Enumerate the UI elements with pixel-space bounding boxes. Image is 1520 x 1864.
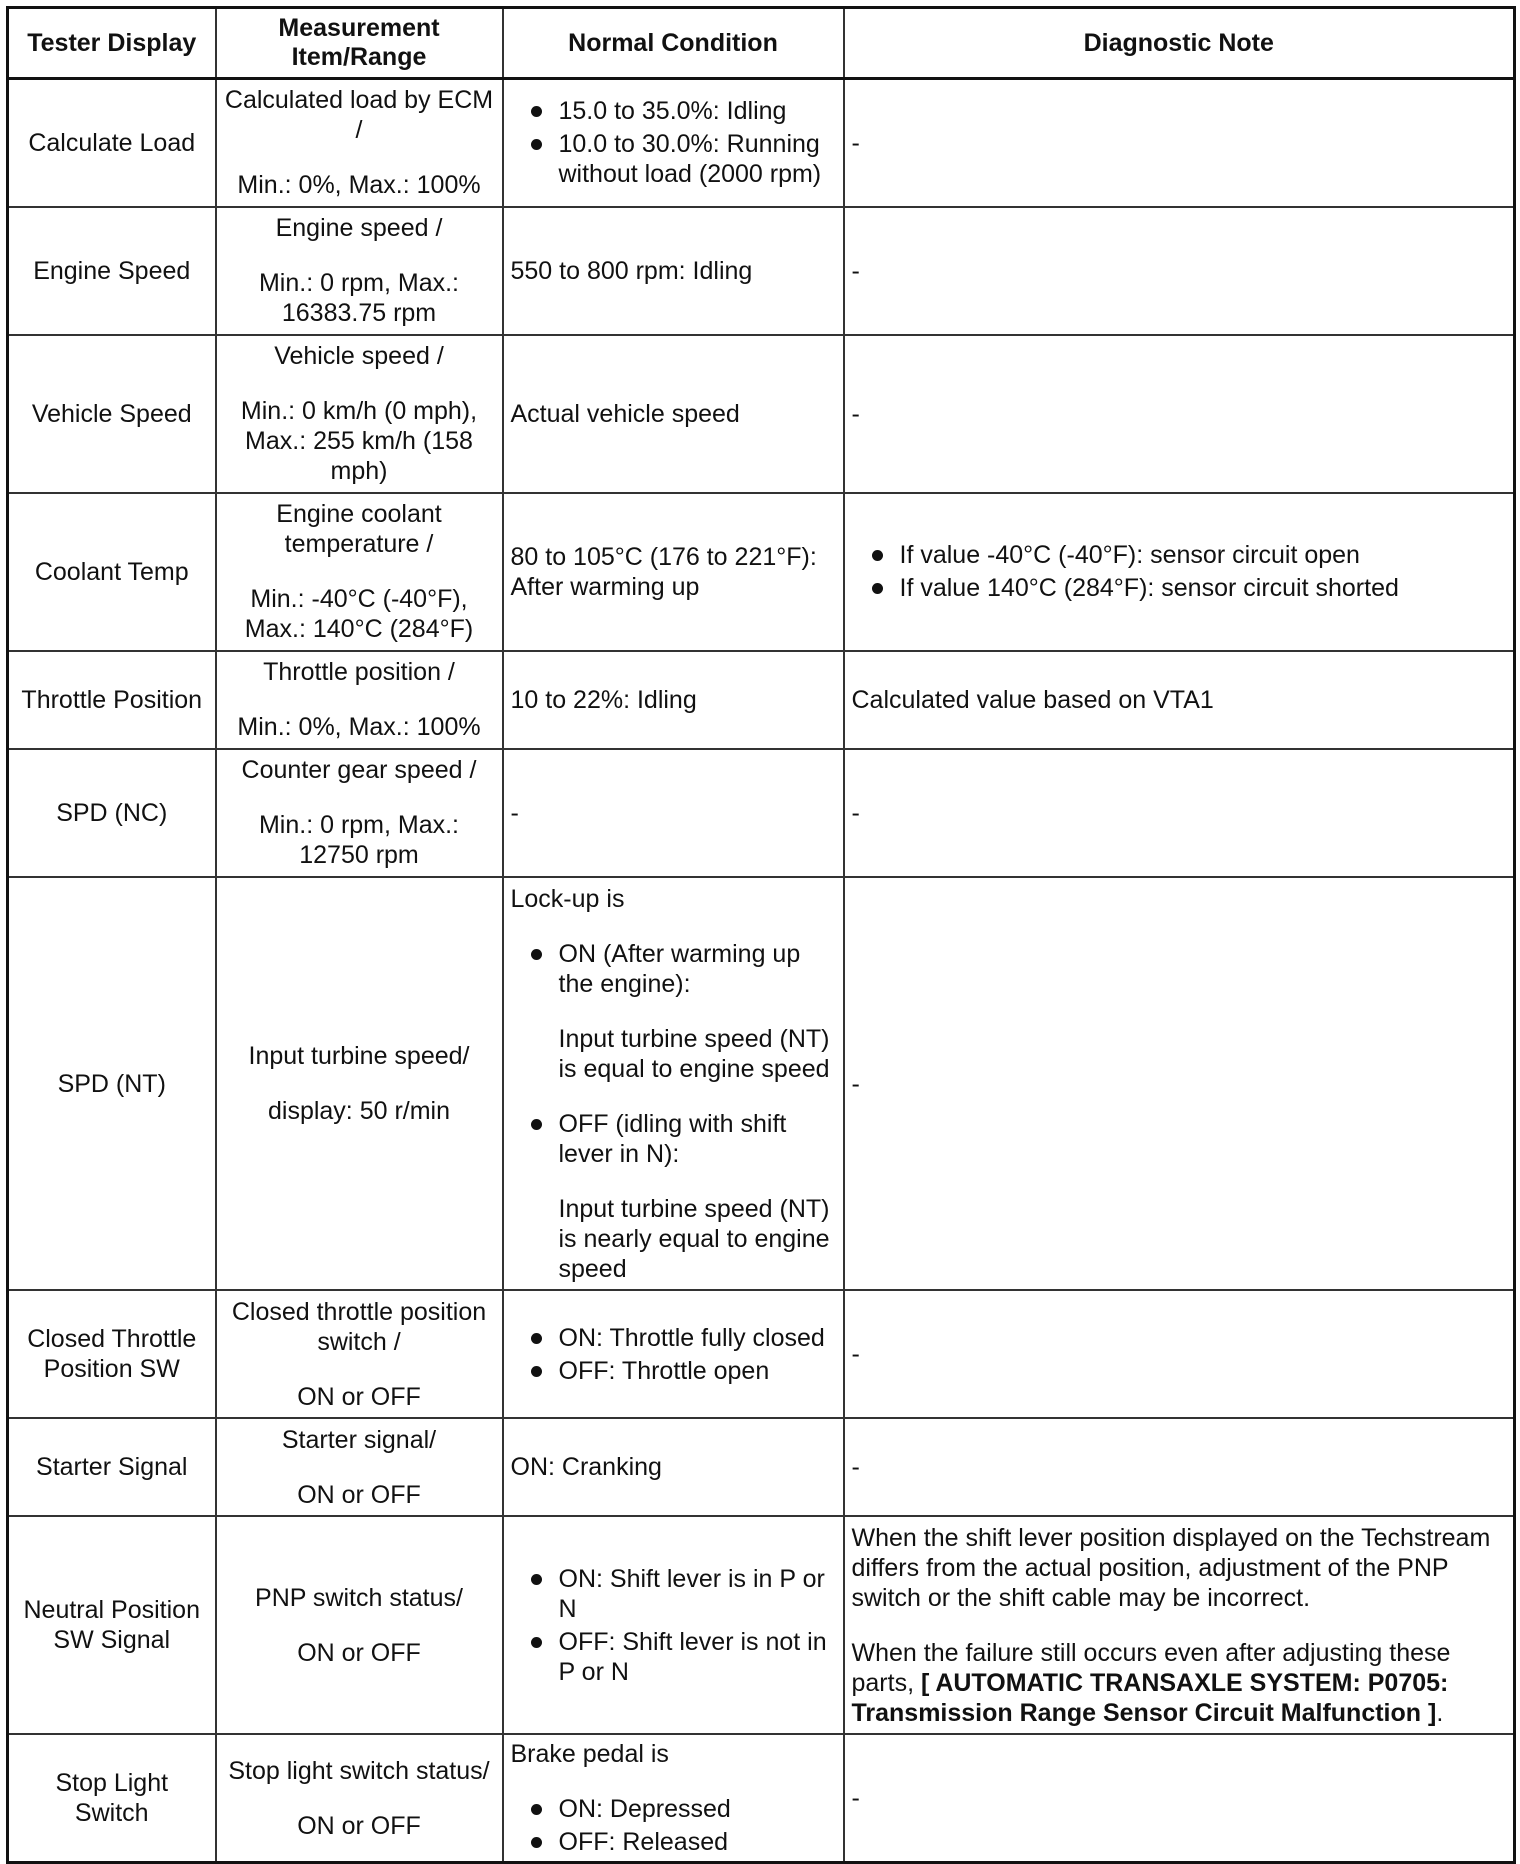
table-row xyxy=(8,1290,1515,1418)
diagnostic-note-cell xyxy=(844,1516,1515,1734)
normal-condition-cell: ON: Cranking xyxy=(503,1418,844,1516)
data-list-table xyxy=(6,6,1516,1864)
header-diagnostic-note: Diagnostic Note xyxy=(844,8,1515,79)
measurement-item: PNP switch status/ xyxy=(255,1583,463,1612)
list-item-detail: Input turbine speed (NT) is nearly equal to engine speed xyxy=(558,1194,830,1283)
normal-condition-cell xyxy=(503,1290,844,1418)
table-row xyxy=(8,1418,1515,1516)
header-row xyxy=(8,8,1515,79)
normal-condition-cell: 550 to 800 rpm: Idling xyxy=(503,207,844,335)
diagnostic-note-cell: - xyxy=(844,335,1515,493)
header-normal-condition: Normal Condition xyxy=(503,8,844,79)
measurement-item: Counter gear speed / xyxy=(241,756,477,785)
cross-reference-link[interactable]: [ AUTOMATIC TRANSAXLE SYSTEM: P0705: Transmission Range Sensor Circuit Malfunction ] xyxy=(851,1668,1449,1727)
note-paragraph: When the shift lever position displayed on the Techstream differs from the actual position, adjustment of the PNP switch or the shift cable may be incorrect. xyxy=(851,1523,1491,1612)
tester-display-cell: Closed Throttle Position SW xyxy=(8,1290,216,1418)
tester-display-cell: Stop Light Switch xyxy=(8,1734,216,1862)
list-item: 10.0 to 30.0%: Running without load (2000 rpm) xyxy=(511,129,836,189)
normal-condition-cell xyxy=(503,1734,844,1862)
measurement-range: Min.: 0 rpm, Max.: 12750 rpm xyxy=(258,811,460,870)
table-row xyxy=(8,335,1515,493)
tester-display-cell: Calculate Load xyxy=(8,79,216,207)
diagnostic-note-cell: - xyxy=(844,79,1515,207)
measurement-cell xyxy=(216,749,503,877)
normal-intro: Lock-up is xyxy=(510,884,625,913)
measurement-item: Vehicle speed / xyxy=(274,342,444,371)
list-item: OFF: Throttle open xyxy=(511,1356,836,1386)
list-item: If value -40°C (-40°F): sensor circuit open xyxy=(852,540,1507,570)
tester-display-cell: Neutral Position SW Signal xyxy=(8,1516,216,1734)
list-item: OFF: Shift lever is not in P or N xyxy=(511,1627,836,1687)
list-item: ON: Throttle fully closed xyxy=(511,1323,836,1353)
measurement-item: Calculated load by ECM / xyxy=(224,86,494,145)
measurement-range: Min.: 0%, Max.: 100% xyxy=(237,171,481,200)
diagnostic-note-cell: - xyxy=(844,1290,1515,1418)
header-tester-display: Tester Display xyxy=(8,8,216,79)
measurement-range: Min.: -40°C (-40°F), Max.: 140°C (284°F) xyxy=(244,585,474,644)
list-item: ON: Depressed xyxy=(511,1794,836,1824)
table-row xyxy=(8,207,1515,335)
list-item: ON (After warming up the engine): xyxy=(511,939,836,999)
table-row xyxy=(8,493,1515,651)
normal-condition-cell xyxy=(503,1516,844,1734)
tester-display-cell: Coolant Temp xyxy=(8,493,216,651)
normal-condition-cell: 10 to 22%: Idling xyxy=(503,651,844,749)
measurement-item: Engine coolant temperature / xyxy=(276,500,442,559)
tester-display-cell: Throttle Position xyxy=(8,651,216,749)
diagnostic-note-cell: - xyxy=(844,877,1515,1290)
list-item-detail: Input turbine speed (NT) is equal to engine speed xyxy=(558,1024,830,1083)
note-paragraph xyxy=(852,1638,1507,1728)
tester-display-cell: Vehicle Speed xyxy=(8,335,216,493)
diagnostic-note-cell xyxy=(844,493,1515,651)
list-item: 15.0 to 35.0%: Idling xyxy=(511,96,836,126)
measurement-cell xyxy=(216,651,503,749)
measurement-cell xyxy=(216,1734,503,1862)
measurement-cell xyxy=(216,1418,503,1516)
normal-condition-cell: - xyxy=(503,749,844,877)
tester-display-cell: Starter Signal xyxy=(8,1418,216,1516)
measurement-cell xyxy=(216,1516,503,1734)
measurement-range: Min.: 0 rpm, Max.: 16383.75 rpm xyxy=(258,269,460,328)
measurement-item: Engine speed / xyxy=(275,214,443,243)
header-measurement-item: Measurement Item/Range xyxy=(216,8,503,79)
normal-condition-cell xyxy=(503,877,844,1290)
normal-condition-cell xyxy=(503,79,844,207)
measurement-cell xyxy=(216,79,503,207)
measurement-cell xyxy=(216,493,503,651)
table-row xyxy=(8,877,1515,1290)
measurement-range: Min.: 0 km/h (0 mph), Max.: 255 km/h (158 mph) xyxy=(240,397,478,486)
tester-display-cell: SPD (NT) xyxy=(8,877,216,1290)
note-text: When the failure still occurs even after adjusting these parts, xyxy=(851,1638,1451,1697)
diagnostic-note-cell: - xyxy=(844,749,1515,877)
measurement-item: Starter signal/ xyxy=(281,1425,437,1454)
measurement-item: Throttle position / xyxy=(263,658,455,687)
measurement-range: Min.: 0%, Max.: 100% xyxy=(237,713,481,742)
note-text: . xyxy=(1436,1698,1444,1727)
table-row xyxy=(8,651,1515,749)
measurement-range: ON or OFF xyxy=(297,1382,421,1411)
diagnostic-note-cell: Calculated value based on VTA1 xyxy=(844,651,1515,749)
measurement-item: Stop light switch status/ xyxy=(228,1756,490,1785)
diagnostic-note-cell: - xyxy=(844,1418,1515,1516)
table-row xyxy=(8,79,1515,207)
table-row xyxy=(8,1516,1515,1734)
measurement-range: display: 50 r/min xyxy=(267,1097,451,1126)
measurement-cell xyxy=(216,335,503,493)
diagnostic-note-cell: - xyxy=(844,207,1515,335)
list-item: OFF: Released xyxy=(511,1827,836,1857)
normal-condition-cell: 80 to 105°C (176 to 221°F): After warming up xyxy=(503,493,844,651)
measurement-item: Closed throttle position switch / xyxy=(231,1297,487,1356)
table-row xyxy=(8,749,1515,877)
tester-display-cell: Engine Speed xyxy=(8,207,216,335)
measurement-cell xyxy=(216,877,503,1290)
tester-display-cell: SPD (NC) xyxy=(8,749,216,877)
measurement-range: ON or OFF xyxy=(297,1638,421,1667)
list-item: If value 140°C (284°F): sensor circuit shorted xyxy=(852,573,1507,603)
list-item: OFF (idling with shift lever in N): xyxy=(511,1109,836,1169)
measurement-range: ON or OFF xyxy=(297,1480,421,1509)
normal-condition-cell: Actual vehicle speed xyxy=(503,335,844,493)
table-row xyxy=(8,1734,1515,1862)
measurement-range: ON or OFF xyxy=(297,1811,421,1840)
measurement-cell xyxy=(216,1290,503,1418)
diagnostic-note-cell: - xyxy=(844,1734,1515,1862)
list-item: ON: Shift lever is in P or N xyxy=(511,1564,836,1624)
measurement-cell xyxy=(216,207,503,335)
measurement-item: Input turbine speed/ xyxy=(248,1042,470,1071)
normal-intro: Brake pedal is xyxy=(510,1740,669,1769)
